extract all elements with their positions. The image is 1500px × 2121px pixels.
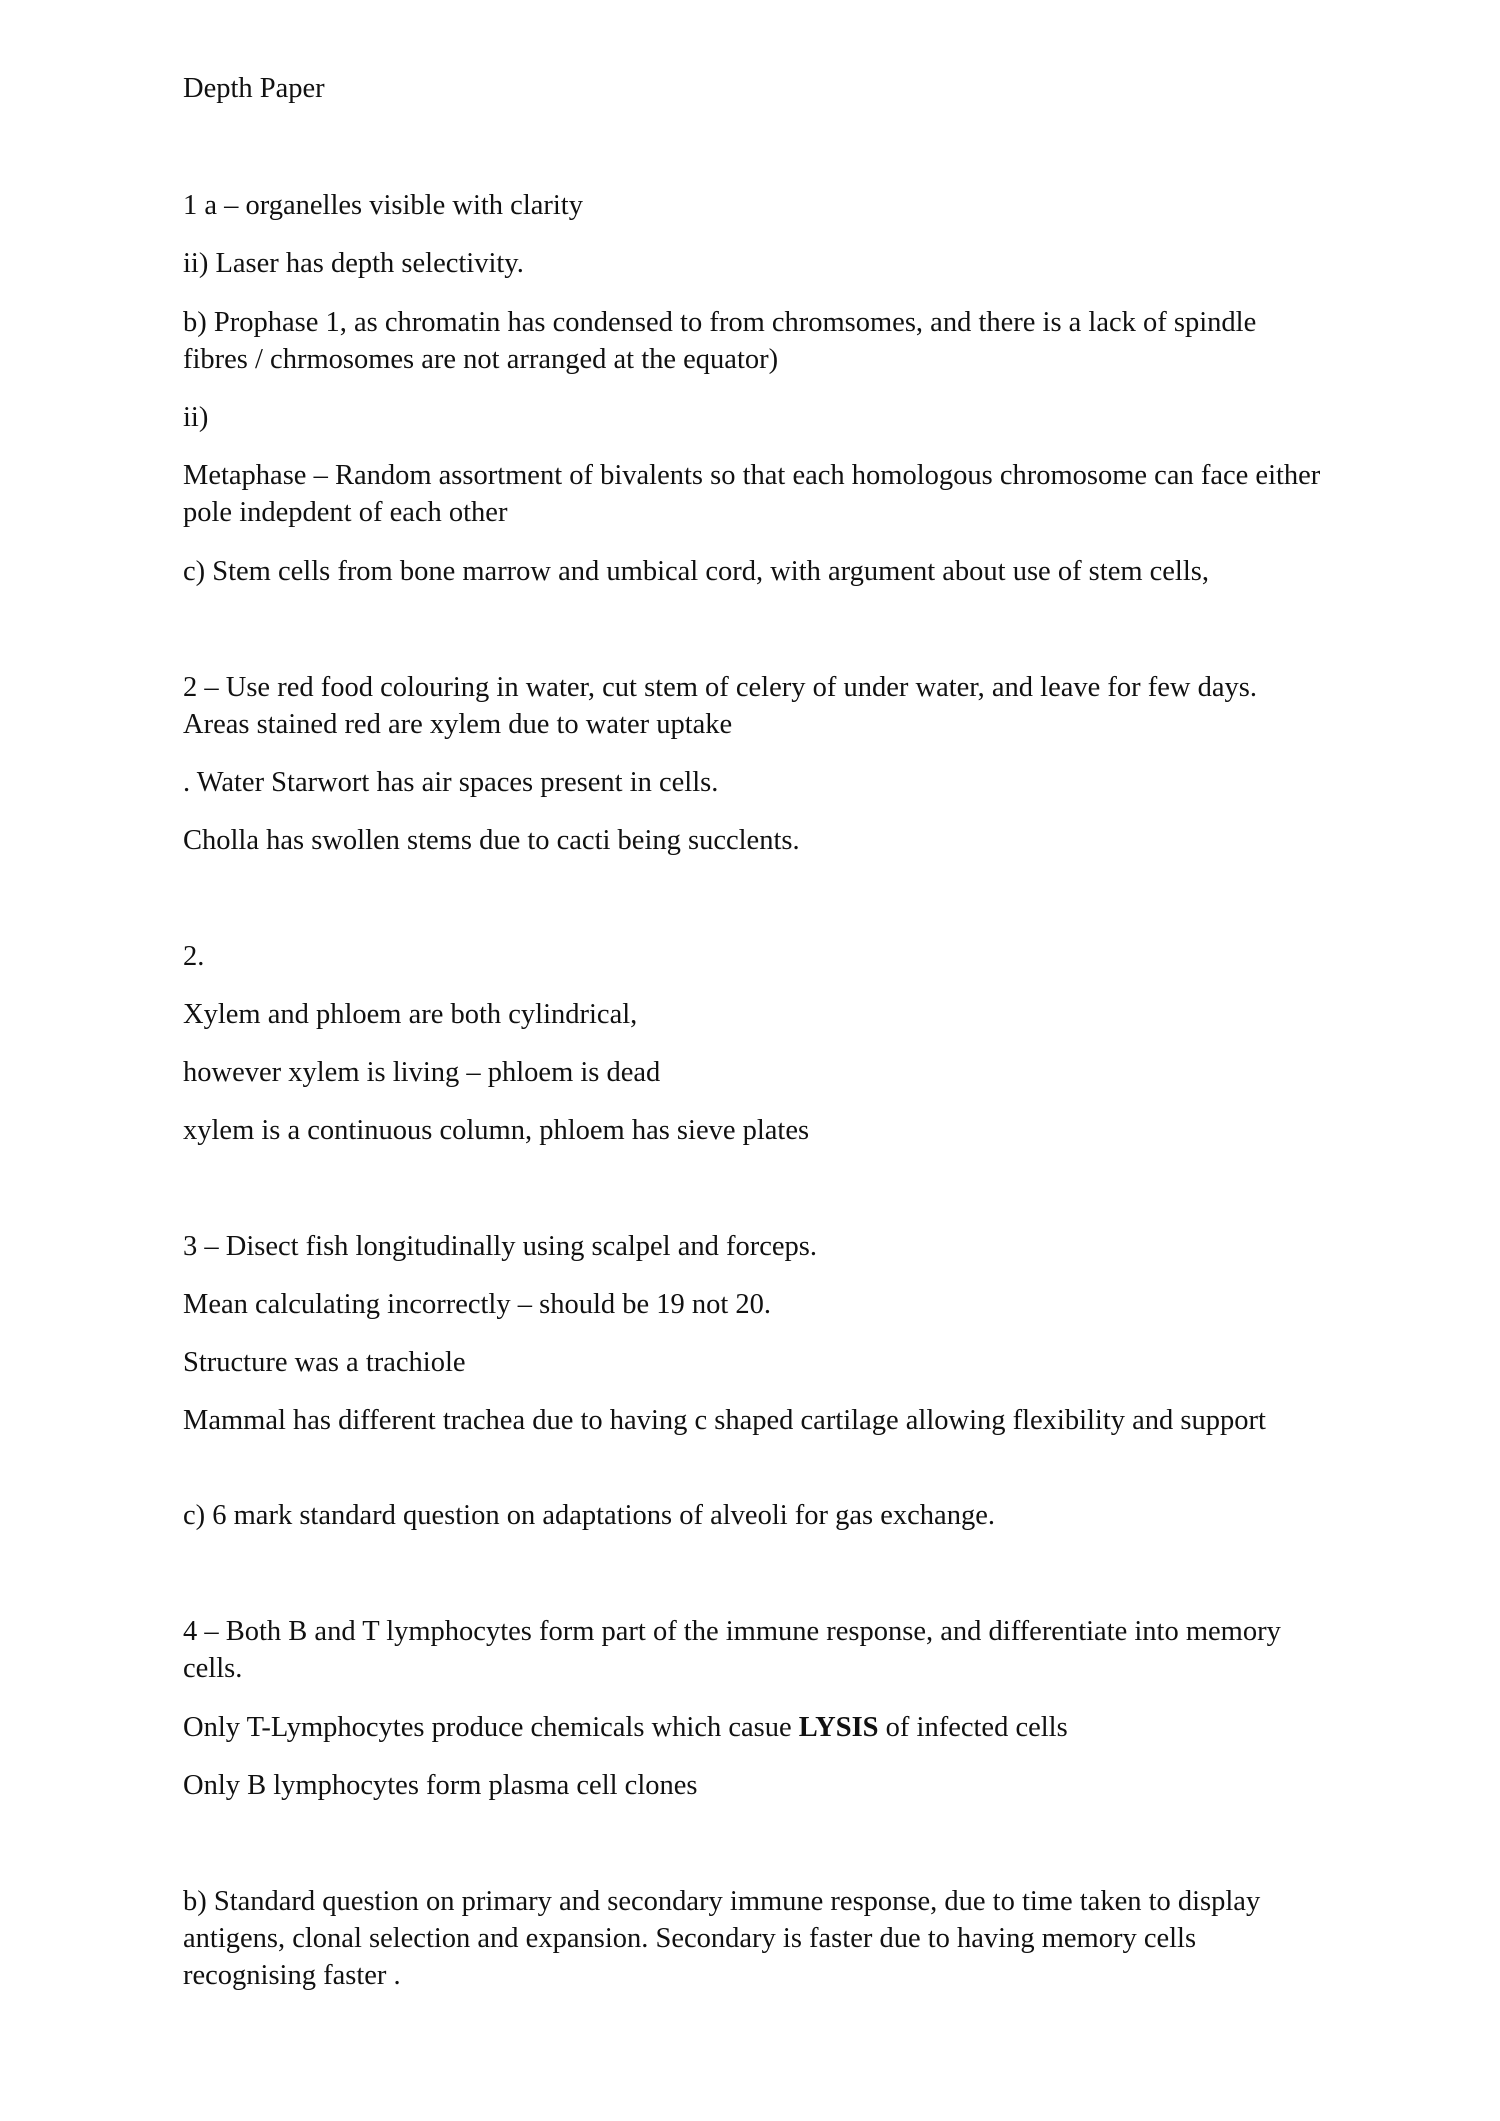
q2b-line2: however xylem is living – phloem is dead xyxy=(183,1057,661,1088)
q1-a: 1 a – organelles visible with clarity xyxy=(183,190,583,221)
q1-metaphase: Metaphase – Random assortment of bivalents so that each homologous chromosome can face either pole indepdent of each other xyxy=(183,460,1321,528)
document-title: Depth Paper xyxy=(183,73,325,104)
q3-dissect: 3 – Disect fish longitudinally using scalpel and forceps. xyxy=(183,1231,817,1262)
q4-b: b) Standard question on primary and secondary immune response, due to time taken to display antigens, clonal selection and expansion. Secondary is faster due to having memory cells recognising faster . xyxy=(183,1886,1261,1991)
q2b-number: 2. xyxy=(183,941,205,972)
q1-b-ii: ii) xyxy=(183,402,209,433)
q1-c: c) Stem cells from bone marrow and umbical cord, with argument about use of stem cells, xyxy=(183,556,1209,587)
q4-t-only-after: of infected cells xyxy=(878,1712,1068,1743)
q3-mean: Mean calculating incorrectly – should be 19 not 20. xyxy=(183,1289,772,1320)
q2-cholla: Cholla has swollen stems due to cacti being succlents. xyxy=(183,825,800,856)
q2-method: 2 – Use red food colouring in water, cut stem of celery of under water, and leave for few days. Areas stained red are xylem due to water uptake xyxy=(183,672,1257,740)
q1-a-ii: ii) Laser has depth selectivity. xyxy=(183,248,524,279)
q4-b-only: Only B lymphocytes form plasma cell clones xyxy=(183,1770,698,1801)
q1-b: b) Prophase 1, as chromatin has condensed to from chromsomes, and there is a lack of spindle fibres / chrmosomes are not arranged at the equator) xyxy=(183,307,1257,375)
q3-mammal: Mammal has different trachea due to having c shaped cartilage allowing flexibility and support xyxy=(183,1405,1266,1436)
q2b-line3: xylem is a continuous column, phloem has sieve plates xyxy=(183,1115,810,1146)
q4-t-only-before: Only T-Lymphocytes produce chemicals which casue xyxy=(183,1712,799,1743)
q4-t-only xyxy=(183,1709,1323,1746)
q2b-line1: Xylem and phloem are both cylindrical, xyxy=(183,999,638,1030)
q3-structure: Structure was a trachiole xyxy=(183,1347,466,1378)
q3-c: c) 6 mark standard question on adaptations of alveoli for gas exchange. xyxy=(183,1500,995,1531)
q4-both: 4 – Both B and T lymphocytes form part of the immune response, and differentiate into memory cells. xyxy=(183,1616,1281,1684)
q4-lysis-bold: LYSIS xyxy=(798,1712,879,1743)
q2-starwort: . Water Starwort has air spaces present in cells. xyxy=(183,767,719,798)
